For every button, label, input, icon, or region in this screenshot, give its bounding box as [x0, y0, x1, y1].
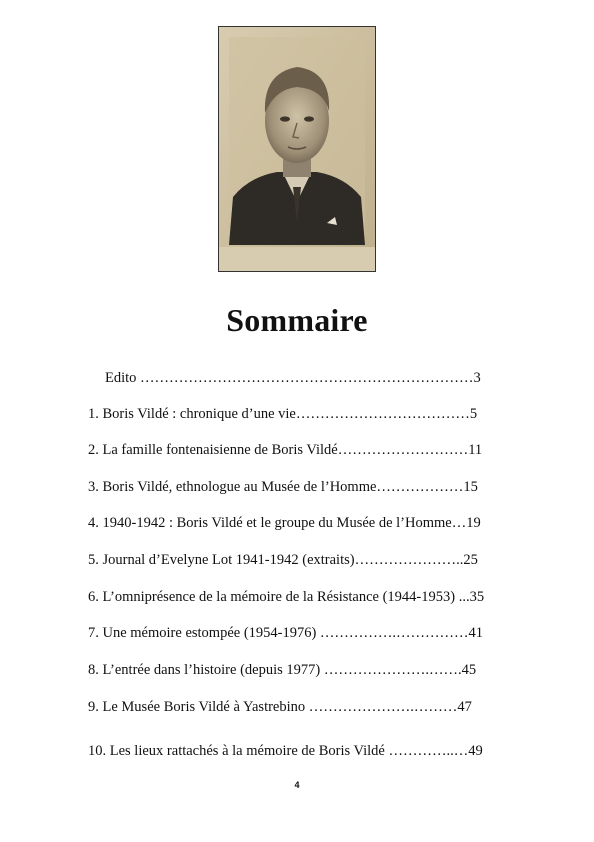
toc-entry-8: 8. L’entrée dans l’histoire (depuis 1977) ………………….…….45: [88, 662, 477, 678]
toc-entry-5: 5. Journal d’Evelyne Lot 1941-1942 (extraits)…………………..25: [88, 552, 478, 568]
toc-entry-3: 3. Boris Vildé, ethnologue au Musée de l’Homme………………15: [88, 479, 478, 495]
toc-entry-4: 4. 1940-1942 : Boris Vildé et le groupe du Musée de l’Homme…19: [88, 515, 481, 531]
toc-entry-2: 2. La famille fontenaisienne de Boris Vildé………………………11: [88, 442, 483, 458]
toc-entry-10: 10. Les lieux rattachés à la mémoire de Boris Vildé …………..…49: [88, 743, 483, 759]
toc-entry-9: 9. Le Musée Boris Vildé à Yastrebino ………………….………47: [88, 699, 472, 715]
toc-entry-1: 1. Boris Vildé : chronique d’une vie………………………………5: [88, 406, 478, 422]
toc-entry-7: 7. Une mémoire estompée (1954-1976) …………….……………41: [88, 625, 484, 641]
toc-entry-edito: Edito ……………………………………………………………3: [105, 370, 481, 386]
toc-entry-6: 6. L’omniprésence de la mémoire de la Résistance (1944-1953) ...35: [88, 589, 485, 605]
page-title: Sommaire: [226, 302, 368, 338]
page-number: 4: [294, 780, 300, 790]
